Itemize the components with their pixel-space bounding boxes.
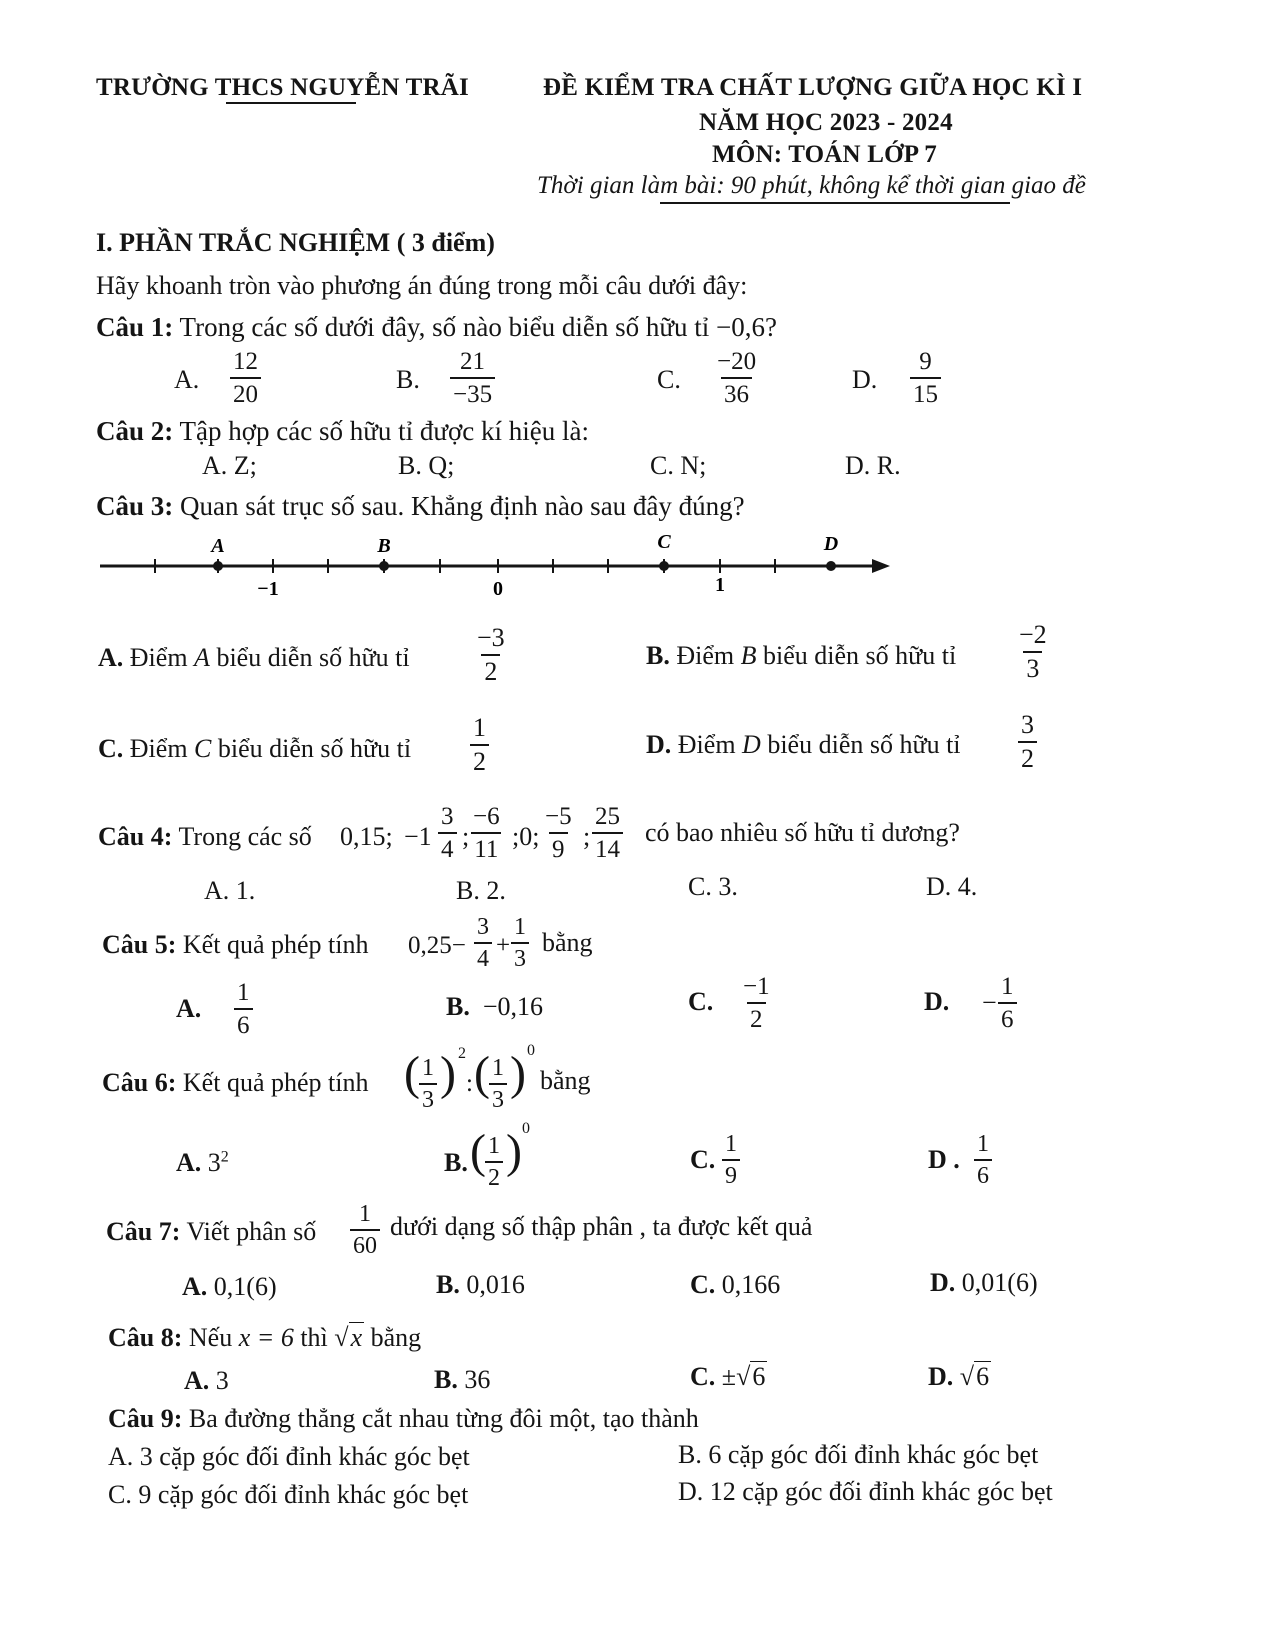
tick-label-minus-one: −1 bbox=[257, 578, 279, 600]
q6-fraction-1: $\frac{1}{3}$ bbox=[419, 1056, 437, 1112]
q7-question-end: dưới dạng số thập phân , ta được kết quả bbox=[390, 1212, 813, 1241]
q6-paren-close-2: ) bbox=[510, 1047, 526, 1100]
q5-option-d-letter: D. bbox=[924, 987, 950, 1016]
q2-option-d: D. R. bbox=[845, 451, 901, 480]
q5-option-a-fraction: $\frac{1}{6}$ bbox=[234, 980, 253, 1038]
q9-option-a: A. 3 cặp góc đối đỉnh khác góc bẹt bbox=[108, 1442, 470, 1471]
q4-number-1: 0,15; bbox=[340, 822, 393, 851]
q2-option-a: A. Z; bbox=[202, 451, 257, 480]
q6-paren-close-1: ) bbox=[440, 1047, 456, 1100]
q1-option-a-letter: A. bbox=[174, 365, 200, 394]
q6-fraction-2: $\frac{1}{3}$ bbox=[489, 1056, 507, 1112]
q6-option-b-paren-open: ( bbox=[470, 1125, 486, 1178]
q6-colon: : bbox=[466, 1070, 473, 1097]
q6-option-c-fraction: $\frac{1}{9}$ bbox=[722, 1132, 740, 1188]
q6-question-end: bằng bbox=[540, 1066, 591, 1095]
q3-option-a-fraction: $\frac{-3}{2}$ bbox=[477, 623, 505, 686]
q4-semicolon-2: ; bbox=[583, 822, 591, 851]
q4-fraction-1: $\frac{3}{4}$ bbox=[438, 804, 457, 862]
q9-option-d: D. 12 cặp góc đối đỉnh khác góc bẹt bbox=[678, 1477, 1053, 1506]
q7-fraction: $\frac{1}{60}$ bbox=[350, 1202, 380, 1258]
q5-expression-start: 0,25− bbox=[408, 932, 466, 959]
q1-option-a-fraction: $\frac{12}{20}$ bbox=[230, 349, 261, 407]
point-a-label: A bbox=[211, 535, 225, 557]
school-name: TRƯỜNG THCS NGUYỄN TRÃI bbox=[96, 74, 469, 101]
point-d-dot bbox=[826, 561, 836, 571]
school-year: NĂM HỌC 2023 - 2024 bbox=[699, 109, 953, 136]
q1-option-d-fraction: $\frac{9}{15}$ bbox=[910, 349, 941, 407]
q6-option-d-fraction: $\frac{1}{6}$ bbox=[974, 1132, 992, 1188]
q1-option-d-letter: D. bbox=[852, 365, 878, 394]
q5-option-d-fraction: $\frac{1}{6}$ bbox=[998, 974, 1017, 1032]
question-7: Câu 7: Viết phân số bbox=[106, 1217, 317, 1246]
q4-option-d: D. 4. bbox=[926, 872, 978, 901]
q8-option-d: D. √6 bbox=[928, 1362, 990, 1391]
q6-paren-open-1: ( bbox=[404, 1047, 420, 1100]
q4-semicolon: ; bbox=[462, 822, 470, 851]
q8-option-c: C. ±√6 bbox=[690, 1362, 766, 1391]
question-6: Câu 6: Kết quả phép tính bbox=[102, 1068, 369, 1097]
q3-option-c: C. Điểm C biểu diễn số hữu tỉ bbox=[98, 734, 412, 763]
q1-option-b-fraction: $\frac{21}{-35}$ bbox=[450, 349, 495, 407]
q5-option-c-fraction: $\frac{-1}{2}$ bbox=[743, 973, 770, 1033]
q4-option-c: C. 3. bbox=[688, 872, 738, 901]
q6-option-b-exponent: 0 bbox=[522, 1120, 530, 1137]
number-line bbox=[90, 528, 910, 608]
q6-option-a: A. $3^2$ bbox=[176, 1148, 229, 1177]
q5-plus: + bbox=[496, 932, 511, 959]
q6-option-d-letter: D . bbox=[928, 1145, 960, 1174]
q3-option-c-fraction: $\frac{1}{2}$ bbox=[470, 715, 489, 775]
q4-option-a: A. 1. bbox=[204, 876, 256, 905]
q9-option-c: C. 9 cặp góc đối đỉnh khác góc bẹt bbox=[108, 1480, 469, 1509]
q9-option-b: B. 6 cặp góc đối đỉnh khác góc bẹt bbox=[678, 1440, 1039, 1469]
q3-option-a: A. Điểm A biểu diễn số hữu tỉ bbox=[98, 643, 410, 672]
q4-number-2: −1 bbox=[404, 822, 432, 851]
question-4: Câu 4: Trong các số bbox=[98, 822, 312, 851]
q5-option-b: B. −0,16 bbox=[446, 992, 544, 1021]
q7-option-b: B. 0,016 bbox=[436, 1270, 525, 1299]
q6-exponent-2: 0 bbox=[527, 1042, 535, 1059]
q4-option-b: B. 2. bbox=[456, 876, 506, 905]
q4-fraction-3: $\frac{-5}{9}$ bbox=[545, 803, 572, 863]
q3-option-d-fraction: $\frac{3}{2}$ bbox=[1018, 712, 1037, 772]
section-title: I. PHẦN TRẮC NGHIỆM ( 3 điểm) bbox=[96, 228, 495, 257]
point-b-label: B bbox=[377, 535, 391, 557]
q8-option-a: A. 3 bbox=[184, 1366, 229, 1395]
q3-option-d: D. Điểm D biểu diễn số hữu tỉ bbox=[646, 730, 961, 759]
q1-option-b-letter: B. bbox=[396, 365, 420, 394]
question-3: Câu 3: Quan sát trục số sau. Khẳng định nào sau đây đúng? bbox=[96, 491, 745, 521]
subject-title: MÔN: TOÁN LỚP 7 bbox=[712, 141, 938, 168]
question-5: Câu 5: Kết quả phép tính bbox=[102, 930, 369, 959]
q5-fraction-2: $\frac{1}{3}$ bbox=[511, 915, 529, 971]
q8-option-b: B. 36 bbox=[434, 1365, 491, 1394]
point-c-dot bbox=[659, 561, 669, 571]
question-2: Câu 2: Tập hợp các số hữu tỉ được kí hiệu là: bbox=[96, 416, 590, 446]
q5-question-end: bằng bbox=[542, 928, 593, 957]
q3-option-b: B. Điểm B biểu diễn số hữu tỉ bbox=[646, 641, 957, 670]
axis-arrow bbox=[872, 559, 890, 573]
section-instruction: Hãy khoanh tròn vào phương án đúng trong mỗi câu dưới đây: bbox=[96, 271, 748, 300]
question-9: Câu 9: Ba đường thẳng cắt nhau từng đôi một, tạo thành bbox=[108, 1404, 699, 1433]
exam-title: ĐỀ KIỂM TRA CHẤT LƯỢNG GIỮA HỌC KÌ I bbox=[543, 74, 1083, 101]
q2-option-c: C. N; bbox=[650, 451, 707, 480]
q6-option-b-paren-close: ) bbox=[506, 1125, 522, 1178]
time-note: Thời gian làm bài: 90 phút, không kể thời gian giao đề bbox=[537, 172, 1086, 199]
q4-number-3: ;0; bbox=[512, 822, 540, 851]
q4-question-end: có bao nhiêu số hữu tỉ dương? bbox=[645, 818, 960, 847]
q7-option-c: C. 0,166 bbox=[690, 1270, 781, 1299]
q5-option-c-letter: C. bbox=[688, 987, 714, 1016]
q3-option-b-fraction: $\frac{-2}{3}$ bbox=[1019, 620, 1047, 683]
q6-paren-open-2: ( bbox=[474, 1047, 490, 1100]
point-a-dot bbox=[213, 561, 223, 571]
question-1: Câu 1: Trong các số dưới đây, số nào biểu diễn số hữu tỉ −0,6? bbox=[96, 312, 777, 342]
q4-fraction-2: $\frac{-6}{11}$ bbox=[473, 803, 500, 863]
q5-option-d-sign: − bbox=[982, 988, 997, 1017]
tick-label-zero: 0 bbox=[493, 578, 503, 600]
school-underline bbox=[226, 102, 356, 104]
point-c-label: C bbox=[657, 531, 671, 553]
q7-option-d: D. 0,01(6) bbox=[930, 1268, 1038, 1297]
question-8: Câu 8: Nếu x = 6 thì √x bằng bbox=[108, 1323, 422, 1352]
q4-fraction-4: $\frac{25}{14}$ bbox=[592, 804, 623, 862]
q6-exponent-1: 2 bbox=[458, 1045, 466, 1062]
q7-option-a: A. 0,1(6) bbox=[182, 1272, 277, 1301]
q5-option-a-letter: A. bbox=[176, 994, 202, 1023]
q6-option-b-letter: B. bbox=[444, 1148, 468, 1177]
q2-option-b: B. Q; bbox=[398, 451, 455, 480]
point-d-label: D bbox=[823, 533, 839, 555]
q1-option-c-letter: C. bbox=[657, 365, 681, 394]
time-underline bbox=[660, 202, 1010, 204]
q1-option-c-fraction: $\frac{-20}{36}$ bbox=[717, 348, 757, 408]
tick-label-one: 1 bbox=[715, 574, 725, 596]
q6-option-c-letter: C. bbox=[690, 1145, 716, 1174]
q5-fraction-1: $\frac{3}{4}$ bbox=[474, 915, 492, 971]
q6-option-b-fraction: $\frac{1}{2}$ bbox=[485, 1134, 503, 1190]
point-b-dot bbox=[379, 561, 389, 571]
